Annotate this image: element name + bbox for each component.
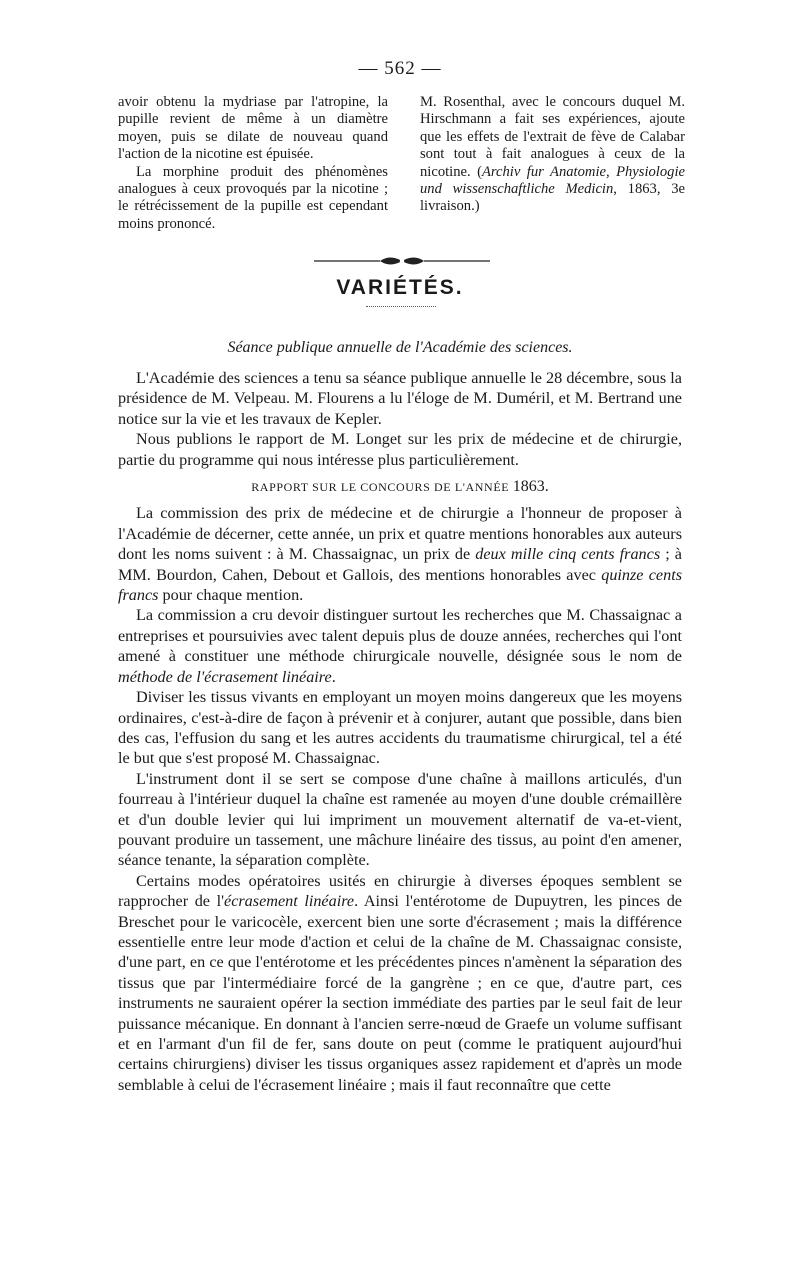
body-paragraph: L'Académie des sciences a tenu sa séance publique annuelle le 28 décembre, sous la présidence de M. Velpeau. M. Flourens a lu l'éloge de M. Duméril, et M. Bertrand une notice sur la vie et les travaux de Kepler. <box>118 369 682 428</box>
body-paragraph: Nous publions le rapport de M. Longet sur les prix de médecine et de chirurgie, partie du programme qui nous intéresse plus particulièrement. <box>118 430 682 469</box>
text-run: . <box>331 667 336 686</box>
top-two-columns <box>118 94 685 264</box>
left-column-paragraph: La morphine produit des phénomènes analogues à ceux provoqués par la nicotine ; le rétrécissement de la pupille est cependant moins prononcé. <box>118 163 388 232</box>
left-column-paragraph: avoir obtenu la mydriase par l'atropine, la pupille revient de même à un diamètre moyen, puis se dilate de nouveau quand l'action de la nicotine est épuisée. <box>118 94 388 163</box>
body-paragraph <box>118 871 682 1095</box>
right-column-paragraph <box>420 94 685 216</box>
body-paragraph: Diviser les tissus vivants en employant un moyen moins dangereux que les moyens ordinaires, c'est-à-dire de façon à prévenir et à conjurer, autant que possible, dans bien des cas, l'effusion du sang et les autres accidents du traumatisme chirurgical, tel a été le but que s'est proposé M. Chassaignac. <box>118 688 682 768</box>
page-number: — 562 — <box>358 58 442 79</box>
emphasis-text: méthode de l'écrasement linéaire <box>118 667 332 686</box>
body-paragraph <box>118 503 682 605</box>
title-underline <box>366 306 436 307</box>
emphasis-text: deux mille cinq cents francs <box>475 545 661 564</box>
article-body <box>118 368 682 1095</box>
text-run: pour chaque mention. <box>158 586 304 605</box>
right-column-text: M. Rosenthal, avec le concours duquel M. Hirschmann a fait ses expériences, ajoute que les effets de l'extrait de fève de Calabar sont tout à fait analogues à ceux de la nicotine. ( <box>420 94 685 180</box>
right-column-text: , 1863, 3e livraison.) <box>420 181 685 215</box>
right-column <box>420 94 685 216</box>
section-title: VARIÉTÉS. <box>336 276 464 299</box>
journal-citation: Archiv fur Anatomie, Physiologie und wissenschaftliche Medicin <box>420 163 685 198</box>
body-paragraph <box>118 605 682 687</box>
text-run: La commission des prix de médecine et de chirurgie a l'honneur de proposer à l'Académie de décerner, cette année, un prix et quatre mentions honorables aux auteurs dont les noms suivent : à M. Chassaignac, un prix de <box>118 504 682 564</box>
ornament-divider <box>314 254 490 268</box>
emphasis-text: écrasement linéaire <box>224 892 355 911</box>
text-run: . Ainsi l'entérotome de Dupuytren, les pinces de Breschet pour le varicocèle, exercent bien une sorte d'écrasement ; mais la différence essentielle entre leur mode d'action et celui de la chaîne de M. Chassaignac consiste, d'une part, en ce que l'entérotome et les précédentes pinces n'amènent la séparation des tissus que par l'intermédiaire forcé de la gangrène ; en ce que, d'autre part, ces instruments ne sauraient opérer la section immédiate des parties par le seul fait de leur puissance mécanique. En donnant à l'ancien serre-nœud de Graefe un volume suffisant et en l'armant d'un fil de fer, sans doute on peut (comme le pratiquent aujourd'hui certains chirurgiens) diviser les tissus organiques assez rapidement et d'après un mode semblable à celui de l'écrasement linéaire ; mais il faut reconnaître que cette <box>118 892 682 1094</box>
body-paragraph: L'instrument dont il se sert se compose d'une chaîne à maillons articulés, d'un fourreau à l'intérieur duquel la chaîne est ramenée au moyen d'une double crémaillère et d'un double levier qui lui impriment un mouvement alternatif de va-et-vient, pouvant produire un tassement, une mâchure linéaire des tissus, au point d'en amener, séance tenante, la séparation complète. <box>118 769 682 870</box>
report-heading-year: 1863. <box>512 478 549 496</box>
emphasis-text: quinze cents francs <box>118 565 682 605</box>
text-run: Certains modes opératoires usités en chirurgie à diverses époques semblent se rapprocher de l' <box>118 871 682 911</box>
text-run: La commission a cru devoir distinguer surtout les recherches que M. Chassaignac a entreprises et poursuivies avec talent depuis plus de douze années, recherches qui l'ont amené à constituer une méthode chirurgicale nouvelle, désignée sous le nom de <box>118 606 682 666</box>
report-heading <box>118 477 682 497</box>
article-subtitle: Séance publique annuelle de l'Académie des sciences. <box>227 339 573 356</box>
text-run: ; à MM. Bourdon, Cahen, Debout et Gallois, des mentions honorables avec <box>118 545 682 584</box>
report-heading-text: RAPPORT SUR LE CONCOURS DE L'ANNÉE <box>251 480 510 495</box>
left-column <box>118 94 388 233</box>
